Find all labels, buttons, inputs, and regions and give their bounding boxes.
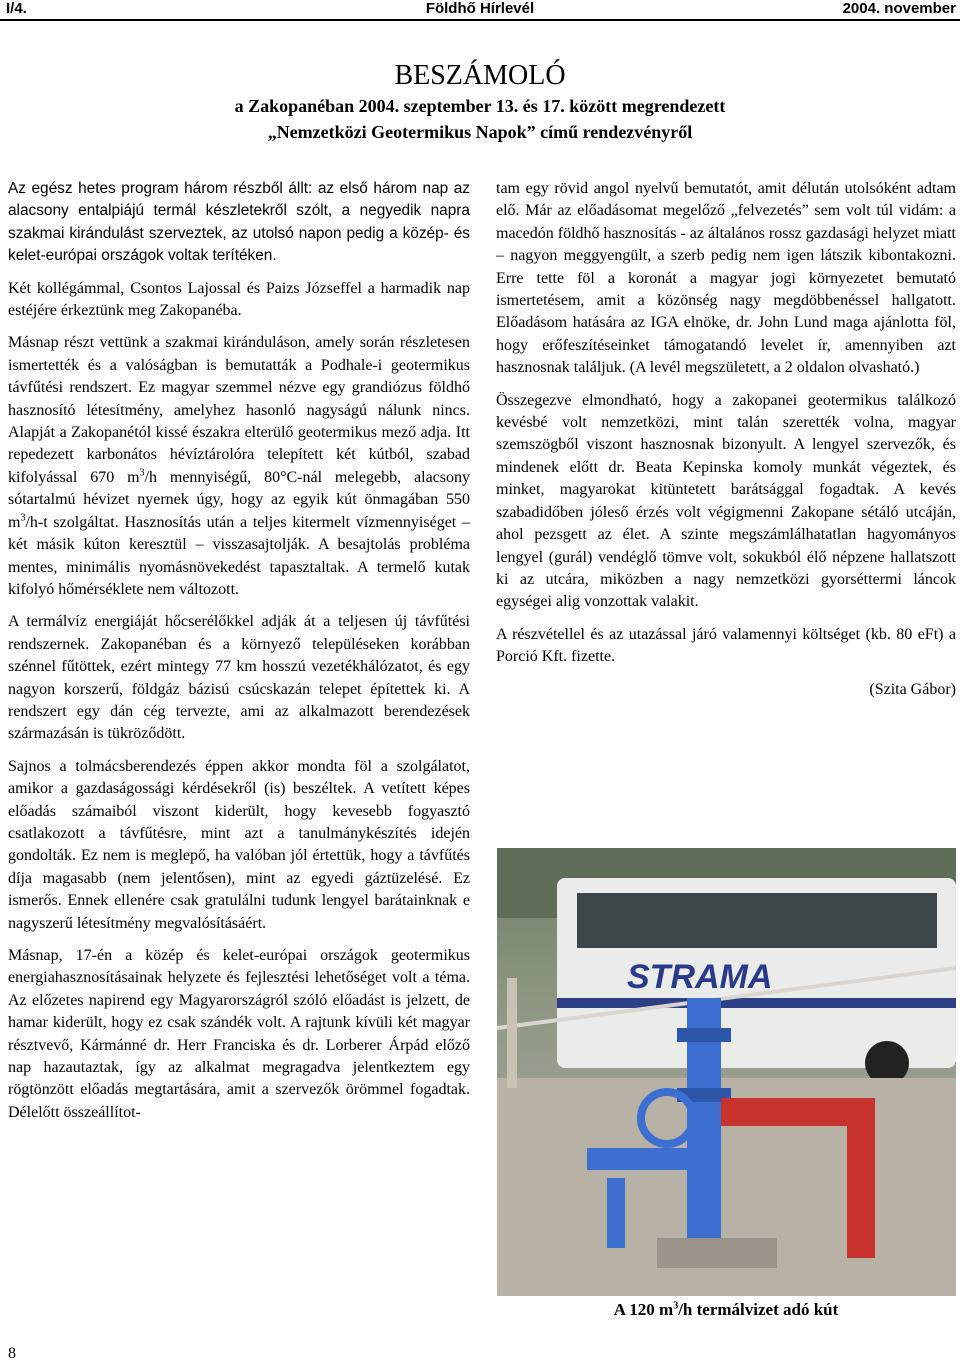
issue-date: 2004. november — [842, 0, 956, 17]
article-heading: BESZÁMOLÓ — [394, 60, 566, 91]
page-number: 8 — [8, 1345, 16, 1362]
paragraph: Két kollégámmal, Csontos Lajossal és Paizs Józseffel a harmadik nap estéjére érkeztünk meg Zakopanéba. — [8, 279, 470, 320]
caption-superscript: 3 — [673, 1300, 679, 1312]
paragraph-text: /h-t szolgáltat. Hasznosítás után a teljes kitermelt vízmennyiséget – két másik kúton keresztül – visszasajtolják. A besajtolás probléma mentes, minimális nyomásnövekedést tapasztaltak. A termelő kutak kifolyó hőmérséklete nem változott. — [8, 513, 470, 598]
issue-number: I/4. — [6, 0, 27, 17]
superscript: 3 — [20, 512, 26, 524]
bus-logo-text: STRAMA — [627, 958, 773, 996]
wellhead-photo — [497, 848, 956, 1296]
newsletter-title: Földhő Hírlevél — [425, 0, 535, 17]
paragraph-text: /h mennyiségű, 80°C-nál melegebb, alacsony sótartalmú hévizet nyernek úgy, hogy az egyik kút önmagában 550 m — [8, 468, 470, 531]
superscript: 3 — [139, 467, 145, 479]
page-header — [0, 0, 960, 21]
concrete-base — [657, 1238, 777, 1268]
paragraph: Az egész hetes program három részből állt: az első három nap az alacsony entalpiájú termál készletekről szólt, a negyedik napra szakmai kirándulást szerveztek, az utolsó napon pedig a közép- és kelet-európai országok voltak terítéken. — [8, 180, 470, 265]
right-column — [496, 178, 956, 711]
paragraph — [8, 332, 470, 601]
blue-pipe-leg — [607, 1178, 625, 1248]
paragraph: Sajnos a tolmácsberendezés éppen akkor mondta föl a szolgálatot, amikor a gazdaságossági kérdésekről (is) beszéltek. A vetített képes előadás számaiból viszont kiderült, hogy kevesebb fogyasztó csatlakozott a távfűtésre, mint azt a tanulmánykészítés idején gondolták. Ez nem is meglepő, ha valóban jól értettük, hogy a távfűtés díja magasabb (nem jelentősen), mint az egyedi gáztüzelésé. Ez ismerős. Ennek ellenére csak gratulálni tudunk lengyel barátainknak e nagyszerű létesítmény megvalósításáért. — [8, 757, 470, 932]
paragraph: A részvétellel és az utazással járó valamennyi költséget (kb. 80 eFt) a Porció Kft. fizette. — [496, 625, 956, 666]
left-column — [8, 178, 470, 1134]
article-title-block — [0, 60, 960, 144]
wellhead-flange — [677, 1028, 731, 1042]
article-subtitle-line-2: „Nemzetközi Geotermikus Napok” című rendezvényről — [267, 122, 693, 142]
paragraph: Másnap, 17-én a közép és kelet-európai országok geotermikus energiahasznosításainak helyzete és fejlesztési lehetőséget volt a téma. Az előzetes napirend egy Magyarországról szóló előadást is jelzett, de hamar kiderült, hogy ez csak szándék volt. A rajtunk kívüli két magyar résztvevő, Kármánné dr. Herr Franciska és dr. Lorberer Árpád előző nap hazautaztak, így az alkalmat megragadva jelentkeztem egy rögtönzött előadás megtartására, amit a szervezők örömmel fogadtak. Délelőtt összeállítot- — [8, 947, 470, 1121]
paragraph: A termálvíz energiáját hőcserélőkkel adják át a teljesen új távfűtési rendszernek. Zakopanéban és a környező településeken korábban szénnel fűtöttek, ezért mintegy 77 km hosszú vezetékhálózatot, és egy nagyon korszerű, földgáz bázisú csúcskazán telepet építettek ki. A rendszert egy dán cég tervezte, ami az alkalmazott berendezések származásán is tükröződött. — [8, 613, 470, 743]
fence-post — [507, 978, 517, 1088]
author-signature: (Szita Gábor) — [869, 680, 956, 698]
bus-stripe — [557, 998, 956, 1008]
red-pipe-riser — [847, 1098, 875, 1258]
article-subtitle-line-1: a Zakopanéban 2004. szeptember 13. és 17. között megrendezett — [234, 96, 726, 116]
paragraph: tam egy rövid angol nyelvű bemutatót, amit délután utolsóként adtam elő. Már az előadásomat megelőző „felvezetés” sem volt túl vidám: a macedón földhő hasznosítás - az általános rossz gazdasági helyzet miatt – nagyon meggyengült, a szerb pedig nem igen látszik kibontakozni. Erre tette föl a koronát a magyar jogi környezetet bemutató ismertetésem, amit a közönség nagy megdöbbenéssel hallgatott. Előadásom hatására az IGA elnöke, dr. John Lund maga ajánlotta föl, hogy erőfeszítéseinket támogatandó levelet ír, amennyiben azt hasznosnak találjuk. (A levél megszületett, a 2 oldalon olvasható.) — [496, 180, 956, 377]
paragraph-text: Másnap részt vettünk a szakmai kiránduláson, amely során részletesen ismertették és a valóságban is bemutatták a Podhale-i geotermikus távfűtési rendszert. Ez magyar szemmel nézve egy grandiózus földhő hasznosító létesítmény, amelyhez hasonló nagyságú nálunk nincs. Alapját a Zakopanétól kissé északra elterülő geotermikus mező adja. Itt repedezett karbonátos hévíztárolóra telepített két kútból, szabad kifolyással 670 m — [8, 334, 470, 486]
caption-text: /h termálvizet adó kút — [678, 1300, 839, 1319]
paragraph: Összegezve elmondható, hogy a zakopanei geotermikus találkozó kevésbé volt nemzetközi, mint talán szerették volna, magyar szemszögből viszont hasznosnak bizonyult. A lengyel szervezők, és mindenek előtt dr. Beata Kepinska komoly munkát végeztek, és minket, magyarokat kitüntetett barátsággal fogadtak. A kevés szabadidőben jóleső érzés volt végigmenni Zakopane sétáló utcáján, ahol pezsgett az élet. A szinte megszámlálhatatlan hagyományos lengyel (gurál) vendéglő tömve volt, sokukból élő népzene hallatszott ki az utcára, miközben a nagy nemzetközi gyorséttermi láncok egységei alig vonzottak valakit. — [496, 391, 956, 611]
photo-caption — [496, 1298, 956, 1322]
wellhead-illustration — [497, 848, 956, 1296]
bus-windows — [577, 893, 937, 948]
caption-text: A 120 m — [613, 1300, 674, 1319]
